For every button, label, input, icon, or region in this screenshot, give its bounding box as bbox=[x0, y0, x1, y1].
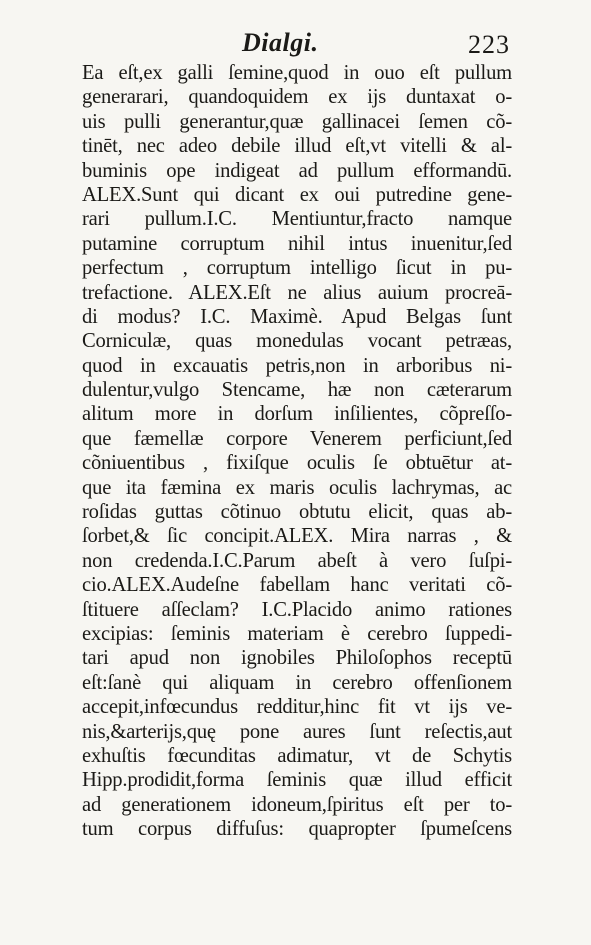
text-line: ad generationem idoneum,ſpiritus eſt per to- bbox=[82, 793, 512, 816]
text-line: di modus? I.C. Maximè. Apud Belgas ſunt bbox=[82, 305, 512, 328]
text-line: tari apud non ignobiles Philoſophos receptū bbox=[82, 647, 512, 670]
text-line: Ea eſt,ex galli ſemine,quod in ouo eſt pullum bbox=[82, 62, 512, 84]
text-line: uis pulli generantur,quæ gallinacei ſemen cõ- bbox=[82, 110, 512, 133]
text-line: Hipp.prodidit,forma ſeminis quæ illud efficit bbox=[82, 769, 512, 792]
text-line: rari pullum.I.C. Mentiuntur,fracto namque bbox=[82, 208, 512, 231]
running-title: Dialgi. bbox=[242, 28, 319, 57]
text-line: buminis ope indigeat ad pullum efformandū. bbox=[82, 159, 512, 182]
text-line: perfectum , corruptum intelligo ſicut in pu- bbox=[82, 257, 512, 280]
text-line: ALEX.Sunt qui dicant ex oui putredine gene- bbox=[82, 183, 512, 206]
text-line: eſt:ſanè qui aliquam in cerebro offenſionem bbox=[82, 671, 512, 694]
text-line: que ita fæmina ex maris oculis lachrymas, ac bbox=[82, 476, 512, 499]
text-line: tinēt, nec adeo debile illud eſt,vt vitelli & al- bbox=[82, 135, 512, 158]
text-line: roſidas guttas cõtinuo obtutu elicit, quas ab- bbox=[82, 501, 512, 524]
text-line: dulentur,vulgo Stencame, hæ non cæterarum bbox=[82, 379, 512, 402]
text-line: accepit,infœcundus redditur,hinc fit vt ijs ve- bbox=[82, 696, 512, 719]
running-head bbox=[230, 26, 510, 62]
text-line: exhuſtis fœcunditas adimatur, vt de Schytis bbox=[82, 744, 512, 767]
text-line: trefactione. ALEX.Eſt ne alius auium procreā- bbox=[82, 281, 512, 304]
text-line: Corniculæ, quas monedulas vocant petræas, bbox=[82, 330, 512, 353]
text-line: cio.ALEX.Audeſne fabellam hanc veritati cõ- bbox=[82, 574, 512, 597]
text-line: que fæmellæ corpore Venerem perficiunt,ſed bbox=[82, 427, 512, 450]
text-line: putamine corruptum nihil intus inuenitur,ſed bbox=[82, 232, 512, 255]
text-line: ſorbet,& ſic concipit.ALEX. Mira narras , & bbox=[82, 525, 512, 548]
text-line: cõniuentibus , fixiſque oculis ſe obtuētur at- bbox=[82, 452, 512, 475]
text-line: nis,&arterijs,quę pone aures ſunt reſectis,aut bbox=[82, 720, 512, 743]
text-line: generarari, quandoquidem ex ijs duntaxat o- bbox=[82, 86, 512, 109]
text-line: tum corpus diffuſus: quapropter ſpumeſcens bbox=[82, 818, 512, 841]
text-line: non credenda.I.C.Parum abeſt à vero ſuſpi- bbox=[82, 549, 512, 572]
page-number: 223 bbox=[468, 30, 510, 59]
text-line: quod in excauatis petris,non in arboribus ni- bbox=[82, 354, 512, 377]
body-text bbox=[82, 61, 512, 842]
text-line: ſtituere aſſeclam? I.C.Placido animo rationes bbox=[82, 598, 512, 621]
text-line: alitum more in dorſum inſilientes, cõpreſſo- bbox=[82, 403, 512, 426]
text-line: excipias: ſeminis materiam è cerebro ſuppedi- bbox=[82, 622, 512, 645]
